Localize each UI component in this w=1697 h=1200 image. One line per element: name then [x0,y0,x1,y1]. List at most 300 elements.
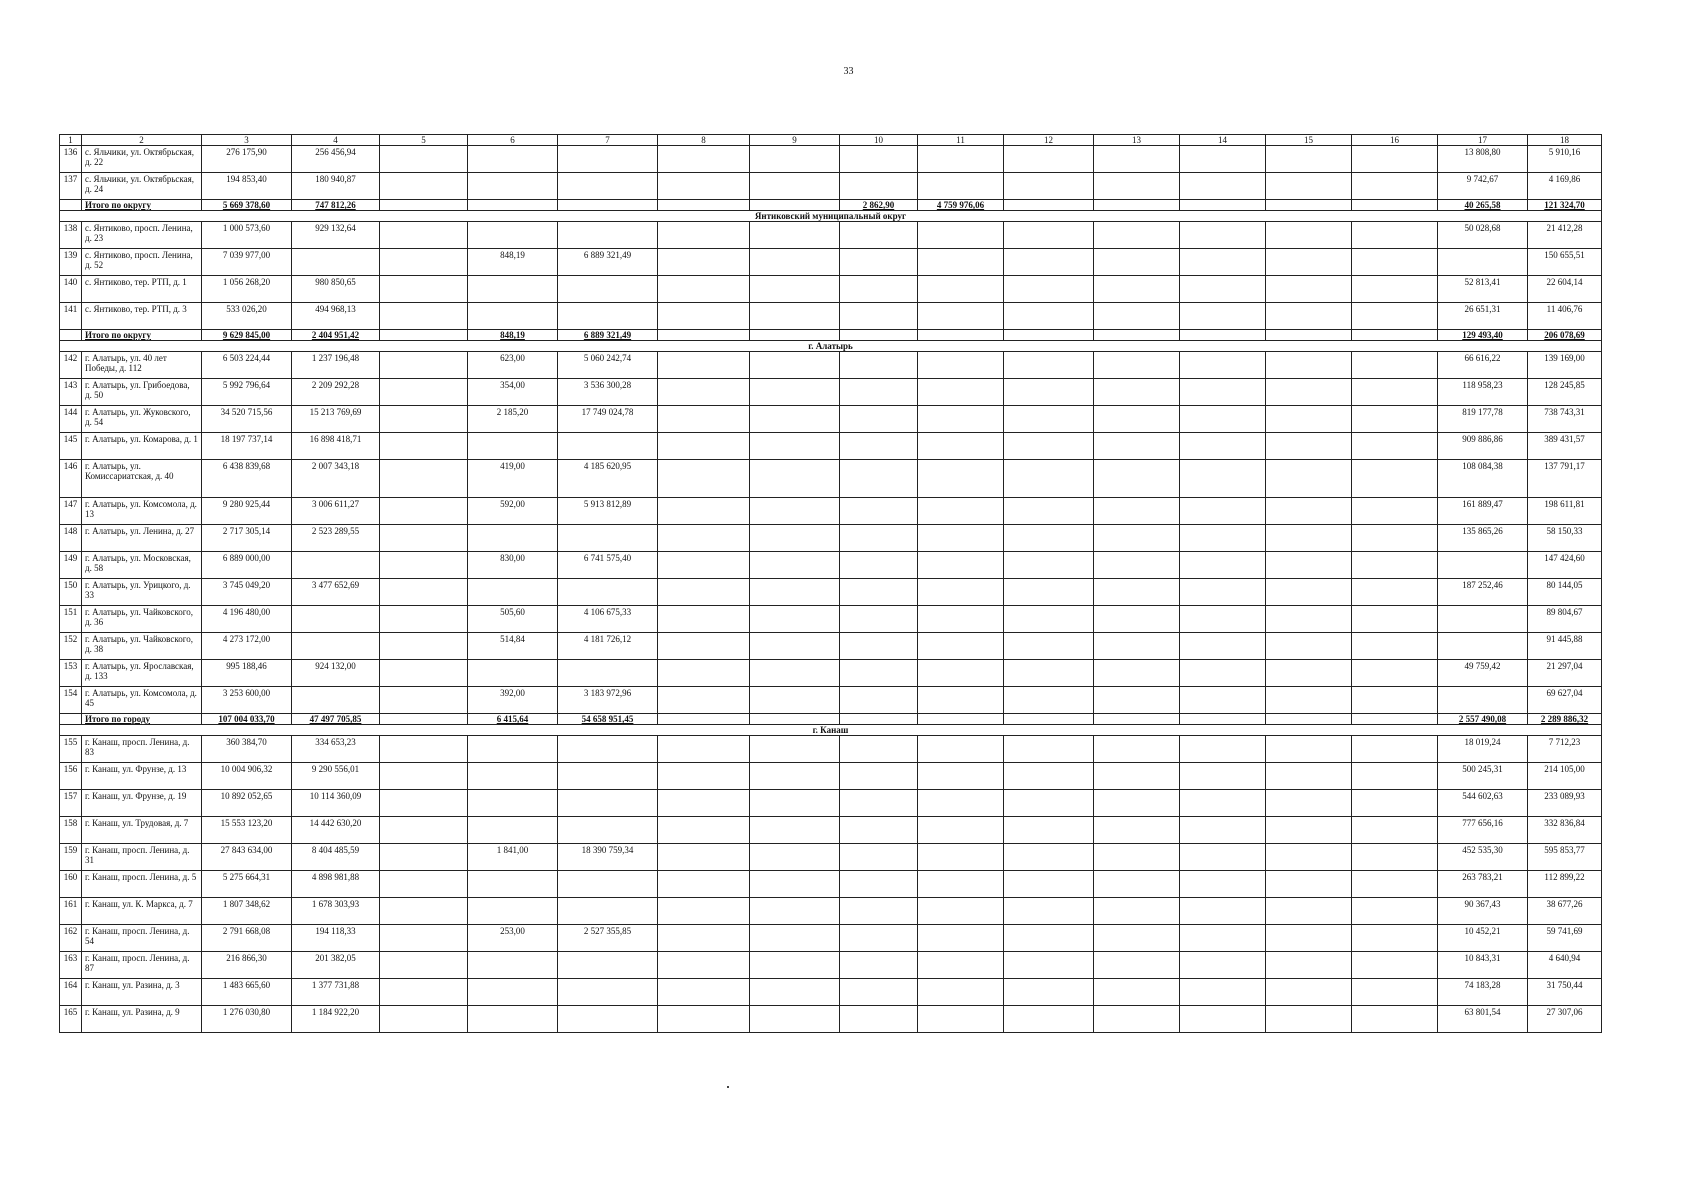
address-cell: с. Янтиково, просп. Ленина, д. 52 [82,249,202,276]
value-cell-col-14 [1180,817,1266,844]
value-cell-col-17: 50 028,68 [1438,222,1528,249]
value-cell-col-8 [658,498,750,525]
value-cell-col-18: 31 750,44 [1528,979,1602,1006]
value-cell-col-8 [658,222,750,249]
row-number-cell: 164 [60,979,82,1006]
value-cell-col-13 [1094,633,1180,660]
value-cell-col-11 [918,379,1004,406]
value-cell-col-7: 6 889 321,49 [558,249,658,276]
value-cell-col-8 [658,714,750,725]
value-cell-col-14 [1180,222,1266,249]
value-cell-col-11 [918,173,1004,200]
value-cell-col-16 [1352,925,1438,952]
value-cell-col-10 [840,633,918,660]
value-cell-col-12 [1004,736,1094,763]
value-cell-col-14 [1180,763,1266,790]
value-cell-col-16 [1352,433,1438,460]
value-cell-col-11 [918,979,1004,1006]
table-row [60,790,1602,817]
table-row [60,173,1602,200]
value-cell-col-9 [750,714,840,725]
value-cell-col-8 [658,579,750,606]
value-cell-col-3: 1 000 573,60 [202,222,292,249]
value-cell-col-11 [918,222,1004,249]
table-row [60,736,1602,763]
value-cell-col-6 [468,200,558,211]
column-number-7: 7 [558,135,658,146]
address-cell: г. Канаш, ул. Фрунзе, д. 19 [82,790,202,817]
row-number-cell: 147 [60,498,82,525]
value-cell-col-4: 2 209 292,28 [292,379,380,406]
value-cell-col-11 [918,276,1004,303]
address-cell: с. Янтиково, тер. РТП, д. 3 [82,303,202,330]
value-cell-col-10 [840,276,918,303]
address-cell: г. Алатырь, ул. Комиссариатская, д. 40 [82,460,202,498]
value-cell-col-4: 8 404 485,59 [292,844,380,871]
value-cell-col-17: 118 958,23 [1438,379,1528,406]
table-row [60,660,1602,687]
value-cell-col-17: 10 452,21 [1438,925,1528,952]
value-cell-col-17: 40 265,58 [1438,200,1528,211]
value-cell-col-12 [1004,817,1094,844]
value-cell-col-11 [918,460,1004,498]
value-cell-col-15 [1266,579,1352,606]
value-cell-col-7: 6 741 575,40 [558,552,658,579]
value-cell-col-13 [1094,498,1180,525]
value-cell-col-12 [1004,330,1094,341]
address-cell: г. Алатырь, ул. Ярославская, д. 133 [82,660,202,687]
value-cell-col-14 [1180,633,1266,660]
value-cell-col-10 [840,790,918,817]
value-cell-col-13 [1094,817,1180,844]
value-cell-col-12 [1004,579,1094,606]
table-row [60,687,1602,714]
value-cell-col-17: 500 245,31 [1438,763,1528,790]
value-cell-col-8 [658,406,750,433]
column-number-12: 12 [1004,135,1094,146]
value-cell-col-13 [1094,173,1180,200]
value-cell-col-16 [1352,222,1438,249]
value-cell-col-3: 4 196 480,00 [202,606,292,633]
value-cell-col-4: 2 007 343,18 [292,460,380,498]
value-cell-col-18: 58 150,33 [1528,525,1602,552]
value-cell-col-14 [1180,579,1266,606]
value-cell-col-7 [558,660,658,687]
value-cell-col-15 [1266,898,1352,925]
column-number-5: 5 [380,135,468,146]
value-cell-col-18: 21 297,04 [1528,660,1602,687]
value-cell-col-9 [750,1006,840,1033]
value-cell-col-17: 129 493,40 [1438,330,1528,341]
value-cell-col-11: 4 759 976,06 [918,200,1004,211]
value-cell-col-18: 121 324,70 [1528,200,1602,211]
value-cell-col-14 [1180,898,1266,925]
value-cell-col-9 [750,276,840,303]
value-cell-col-5 [380,173,468,200]
value-cell-col-11 [918,330,1004,341]
value-cell-col-6: 830,00 [468,552,558,579]
value-cell-col-15 [1266,525,1352,552]
value-cell-col-16 [1352,249,1438,276]
table-row [60,871,1602,898]
value-cell-col-5 [380,146,468,173]
total-row [60,714,1602,725]
value-cell-col-18: 150 655,51 [1528,249,1602,276]
section-title: г. Алатырь [60,341,1602,352]
value-cell-col-3: 5 275 664,31 [202,871,292,898]
value-cell-col-10 [840,1006,918,1033]
value-cell-col-13 [1094,660,1180,687]
value-cell-col-16 [1352,173,1438,200]
value-cell-col-17: 9 742,67 [1438,173,1528,200]
value-cell-col-6: 6 415,64 [468,714,558,725]
value-cell-col-10 [840,687,918,714]
value-cell-col-6: 514,84 [468,633,558,660]
row-number-cell: 150 [60,579,82,606]
value-cell-col-8 [658,249,750,276]
value-cell-col-15 [1266,817,1352,844]
value-cell-col-4: 194 118,33 [292,925,380,952]
value-cell-col-14 [1180,871,1266,898]
value-cell-col-12 [1004,406,1094,433]
value-cell-col-13 [1094,898,1180,925]
value-cell-col-17 [1438,552,1528,579]
value-cell-col-3: 3 253 600,00 [202,687,292,714]
value-cell-col-11 [918,871,1004,898]
value-cell-col-16 [1352,498,1438,525]
value-cell-col-6: 848,19 [468,249,558,276]
value-cell-col-8 [658,173,750,200]
row-number-cell: 159 [60,844,82,871]
value-cell-col-11 [918,352,1004,379]
value-cell-col-17: 10 843,31 [1438,952,1528,979]
table-row [60,979,1602,1006]
value-cell-col-10 [840,406,918,433]
value-cell-col-18: 4 640,94 [1528,952,1602,979]
value-cell-col-16 [1352,579,1438,606]
value-cell-col-5 [380,406,468,433]
value-cell-col-17: 52 813,41 [1438,276,1528,303]
value-cell-col-9 [750,460,840,498]
address-cell: г. Канаш, ул. Разина, д. 3 [82,979,202,1006]
value-cell-col-16 [1352,687,1438,714]
value-cell-col-12 [1004,660,1094,687]
value-cell-col-5 [380,763,468,790]
value-cell-col-5 [380,579,468,606]
table-body [60,146,1602,1033]
value-cell-col-16 [1352,736,1438,763]
value-cell-col-17: 263 783,21 [1438,871,1528,898]
value-cell-col-12 [1004,763,1094,790]
address-cell: Итого по округу [82,330,202,341]
value-cell-col-15 [1266,552,1352,579]
table-row [60,460,1602,498]
value-cell-col-14 [1180,249,1266,276]
row-number-cell [60,330,82,341]
value-cell-col-3: 1 056 268,20 [202,276,292,303]
table-row [60,406,1602,433]
value-cell-col-17: 74 183,28 [1438,979,1528,1006]
value-cell-col-13 [1094,222,1180,249]
value-cell-col-18: 4 169,86 [1528,173,1602,200]
value-cell-col-9 [750,844,840,871]
table-header [60,135,1602,146]
value-cell-col-13 [1094,579,1180,606]
value-cell-col-12 [1004,687,1094,714]
value-cell-col-15 [1266,790,1352,817]
value-cell-col-5 [380,498,468,525]
value-cell-col-5 [380,736,468,763]
value-cell-col-14 [1180,552,1266,579]
table-row [60,352,1602,379]
value-cell-col-7 [558,222,658,249]
value-cell-col-5 [380,330,468,341]
value-cell-col-9 [750,633,840,660]
row-number-cell: 163 [60,952,82,979]
value-cell-col-12 [1004,352,1094,379]
address-cell: г. Канаш, ул. К. Маркса, д. 7 [82,898,202,925]
address-cell: г. Алатырь, ул. Ленина, д. 27 [82,525,202,552]
value-cell-col-18: 7 712,23 [1528,736,1602,763]
value-cell-col-10 [840,379,918,406]
address-cell: г. Алатырь, ул. Чайковского, д. 36 [82,606,202,633]
value-cell-col-17: 909 886,86 [1438,433,1528,460]
value-cell-col-7 [558,173,658,200]
value-cell-col-7 [558,871,658,898]
value-cell-col-3: 1 483 665,60 [202,979,292,1006]
value-cell-col-18: 21 412,28 [1528,222,1602,249]
value-cell-col-5 [380,276,468,303]
value-cell-col-4: 1 184 922,20 [292,1006,380,1033]
table-row [60,433,1602,460]
value-cell-col-7: 54 658 951,45 [558,714,658,725]
value-cell-col-13 [1094,352,1180,379]
value-cell-col-10: 2 862,90 [840,200,918,211]
row-number-cell: 153 [60,660,82,687]
value-cell-col-11 [918,146,1004,173]
value-cell-col-16 [1352,952,1438,979]
value-cell-col-14 [1180,379,1266,406]
table-row [60,552,1602,579]
table-row [60,817,1602,844]
value-cell-col-12 [1004,1006,1094,1033]
value-cell-col-3: 1 807 348,62 [202,898,292,925]
value-cell-col-14 [1180,498,1266,525]
value-cell-col-6 [468,525,558,552]
value-cell-col-6 [468,952,558,979]
value-cell-col-5 [380,925,468,952]
value-cell-col-14 [1180,1006,1266,1033]
value-cell-col-3: 18 197 737,14 [202,433,292,460]
value-cell-col-14 [1180,925,1266,952]
value-cell-col-14 [1180,460,1266,498]
value-cell-col-16 [1352,1006,1438,1033]
row-number-cell [60,200,82,211]
value-cell-col-11 [918,303,1004,330]
row-number-cell: 155 [60,736,82,763]
value-cell-col-11 [918,525,1004,552]
value-cell-col-16 [1352,330,1438,341]
value-cell-col-12 [1004,633,1094,660]
value-cell-col-14 [1180,660,1266,687]
value-cell-col-13 [1094,871,1180,898]
value-cell-col-18: 91 445,88 [1528,633,1602,660]
value-cell-col-13 [1094,433,1180,460]
value-cell-col-9 [750,871,840,898]
row-number-cell: 152 [60,633,82,660]
value-cell-col-6 [468,276,558,303]
row-number-cell: 160 [60,871,82,898]
value-cell-col-7 [558,736,658,763]
row-number-cell: 162 [60,925,82,952]
value-cell-col-13 [1094,714,1180,725]
value-cell-col-6 [468,763,558,790]
value-cell-col-7 [558,276,658,303]
value-cell-col-4 [292,633,380,660]
value-cell-col-4: 494 968,13 [292,303,380,330]
value-cell-col-5 [380,249,468,276]
value-cell-col-10 [840,660,918,687]
value-cell-col-15 [1266,660,1352,687]
value-cell-col-14 [1180,330,1266,341]
value-cell-col-12 [1004,606,1094,633]
value-cell-col-8 [658,433,750,460]
value-cell-col-17: 18 019,24 [1438,736,1528,763]
table-row [60,579,1602,606]
value-cell-col-7: 17 749 024,78 [558,406,658,433]
value-cell-col-18: 206 078,69 [1528,330,1602,341]
value-cell-col-13 [1094,736,1180,763]
value-cell-col-16 [1352,146,1438,173]
value-cell-col-18: 89 804,67 [1528,606,1602,633]
table-row [60,276,1602,303]
value-cell-col-7 [558,433,658,460]
row-number-cell: 156 [60,763,82,790]
value-cell-col-14 [1180,687,1266,714]
table-row [60,633,1602,660]
column-number-4: 4 [292,135,380,146]
value-cell-col-14 [1180,146,1266,173]
table-row [60,844,1602,871]
value-cell-col-10 [840,763,918,790]
value-cell-col-15 [1266,146,1352,173]
value-cell-col-15 [1266,276,1352,303]
column-number-8: 8 [658,135,750,146]
column-number-16: 16 [1352,135,1438,146]
value-cell-col-15 [1266,460,1352,498]
value-cell-col-18: 2 289 886,32 [1528,714,1602,725]
register-table [59,134,1602,1033]
value-cell-col-5 [380,525,468,552]
value-cell-col-17 [1438,633,1528,660]
value-cell-col-3: 10 004 906,32 [202,763,292,790]
value-cell-col-10 [840,579,918,606]
value-cell-col-16 [1352,606,1438,633]
value-cell-col-7: 4 106 675,33 [558,606,658,633]
value-cell-col-14 [1180,200,1266,211]
value-cell-col-4: 14 442 630,20 [292,817,380,844]
value-cell-col-7: 4 181 726,12 [558,633,658,660]
value-cell-col-3: 2 791 668,08 [202,925,292,952]
value-cell-col-14 [1180,606,1266,633]
address-cell: с. Яльчики, ул. Октябрьская, д. 22 [82,146,202,173]
value-cell-col-18: 59 741,69 [1528,925,1602,952]
value-cell-col-11 [918,606,1004,633]
value-cell-col-5 [380,222,468,249]
value-cell-col-18: 214 105,00 [1528,763,1602,790]
address-cell: г. Канаш, просп. Ленина, д. 5 [82,871,202,898]
value-cell-col-10 [840,173,918,200]
value-cell-col-11 [918,736,1004,763]
value-cell-col-13 [1094,606,1180,633]
value-cell-col-7 [558,817,658,844]
value-cell-col-4: 334 653,23 [292,736,380,763]
value-cell-col-4: 4 898 981,88 [292,871,380,898]
value-cell-col-8 [658,146,750,173]
value-cell-col-15 [1266,925,1352,952]
row-number-cell: 140 [60,276,82,303]
value-cell-col-3: 360 384,70 [202,736,292,763]
value-cell-col-15 [1266,687,1352,714]
value-cell-col-9 [750,552,840,579]
value-cell-col-12 [1004,844,1094,871]
value-cell-col-13 [1094,406,1180,433]
value-cell-col-5 [380,633,468,660]
value-cell-col-4 [292,552,380,579]
value-cell-col-18: 5 910,16 [1528,146,1602,173]
table-row [60,498,1602,525]
value-cell-col-6 [468,1006,558,1033]
value-cell-col-16 [1352,525,1438,552]
table-row [60,898,1602,925]
value-cell-col-7: 5 913 812,89 [558,498,658,525]
value-cell-col-3: 107 004 033,70 [202,714,292,725]
value-cell-col-11 [918,633,1004,660]
value-cell-col-13 [1094,952,1180,979]
value-cell-col-7: 3 183 972,96 [558,687,658,714]
value-cell-col-9 [750,979,840,1006]
value-cell-col-3: 5 669 378,60 [202,200,292,211]
value-cell-col-7 [558,146,658,173]
value-cell-col-4: 47 497 705,85 [292,714,380,725]
value-cell-col-18: 595 853,77 [1528,844,1602,871]
value-cell-col-7 [558,763,658,790]
value-cell-col-8 [658,871,750,898]
value-cell-col-5 [380,200,468,211]
value-cell-col-5 [380,352,468,379]
value-cell-col-9 [750,433,840,460]
value-cell-col-6 [468,173,558,200]
value-cell-col-12 [1004,379,1094,406]
value-cell-col-10 [840,925,918,952]
value-cell-col-16 [1352,633,1438,660]
row-number-cell: 145 [60,433,82,460]
value-cell-col-5 [380,379,468,406]
value-cell-col-5 [380,979,468,1006]
column-number-row [60,135,1602,146]
value-cell-col-15 [1266,498,1352,525]
value-cell-col-11 [918,1006,1004,1033]
value-cell-col-3: 3 745 049,20 [202,579,292,606]
value-cell-col-10 [840,330,918,341]
value-cell-col-13 [1094,844,1180,871]
value-cell-col-7: 6 889 321,49 [558,330,658,341]
value-cell-col-7 [558,790,658,817]
value-cell-col-15 [1266,714,1352,725]
value-cell-col-3: 27 843 634,00 [202,844,292,871]
value-cell-col-8 [658,817,750,844]
value-cell-col-13 [1094,146,1180,173]
